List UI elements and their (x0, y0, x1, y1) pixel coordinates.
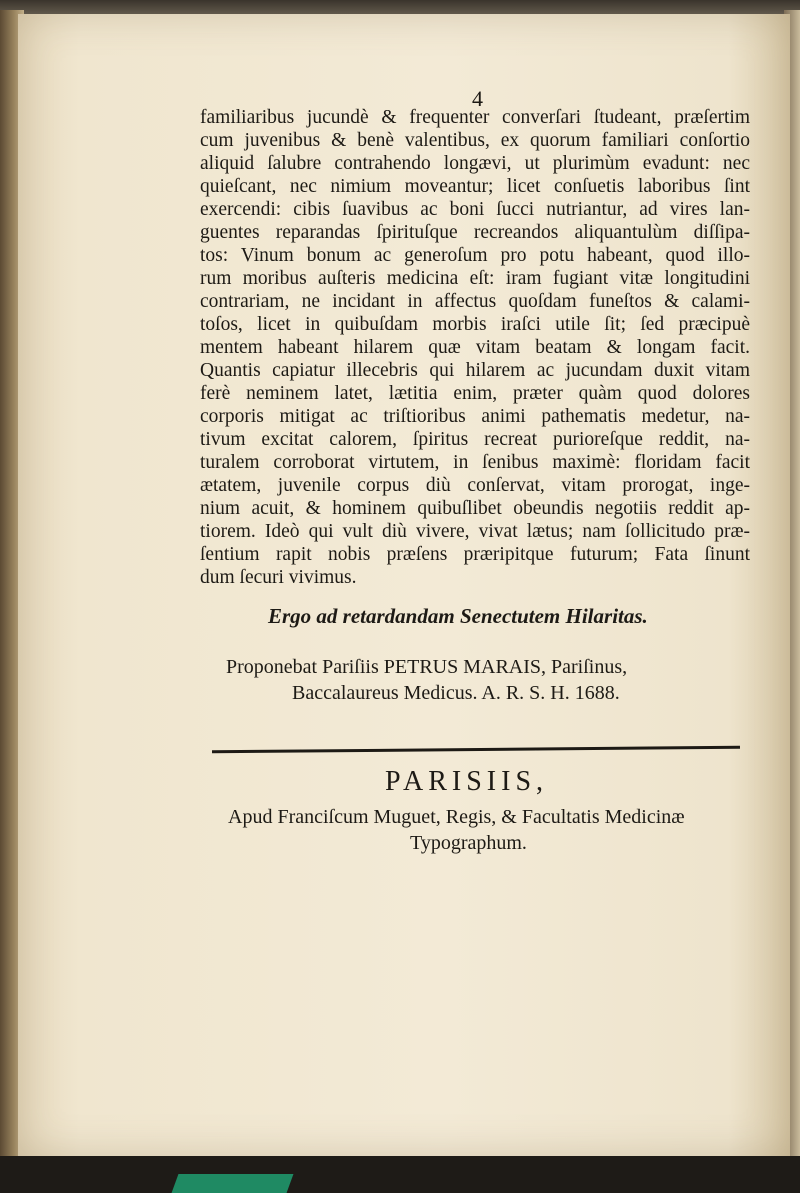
page-number: 4 (472, 86, 483, 111)
text-line: ſentium rapit nobis præſens præripitque futurum; Fata ſinunt (200, 544, 750, 565)
text-line: tiorem. Ideò qui vult diù vivere, vivat lætus; nam ſollicitudo præ- (200, 521, 750, 542)
imprint-line: Typographum. (410, 832, 527, 854)
presenter-line: Proponebat Pariſiis PETRUS MARAIS, Pariſinus, (226, 656, 628, 678)
presenter-line: Baccalaureus Medicus. A. R. S. H. 1688. (292, 682, 620, 704)
text-line: aliquid ſalubre contrahendo longævi, ut plurimùm evadunt: nec (200, 153, 750, 174)
text-line: ætatem, juvenile corpus diù conſervat, vitam prorogat, inge- (200, 475, 750, 496)
imprint-city: PARISIIS, (385, 766, 549, 797)
body-text (200, 106, 750, 589)
presenter-block (226, 654, 746, 706)
text-line: nium acuit, & hominem quibuſlibet obeundis negotiis reddit ap- (200, 498, 750, 519)
text-line: cum juvenibus & benè valentibus, ex quorum familiari conſortio (200, 130, 750, 151)
thesis-statement: Ergo ad retardandam Senectutem Hilaritas. (268, 604, 648, 628)
text-line: familiaribus jucundè & frequenter converſari ſtudeant, præſertim (200, 107, 750, 128)
text-line: Quantis capiatur illecebris qui hilarem ac jucundam duxit vitam (200, 360, 750, 381)
text-line: guentes reparandas ſpirituſque recreandos aliquantulùm diſſipa- (200, 222, 750, 243)
text-line: turalem corroborat virtutem, in ſenibus maximè: floridam facit (200, 452, 750, 473)
imprint-line: Apud Franciſcum Muguet, Regis, & Facultatis Medicinæ (228, 806, 685, 828)
text-line: mentem habeant hilarem quæ vitam beatam & longam facit. (200, 337, 750, 358)
book-binding-bottom (0, 1156, 800, 1193)
bookmark-ribbon (172, 1174, 294, 1193)
text-line: rum moribus auſteris medicina eſt: iram fugiant vitæ longitudini (200, 268, 750, 289)
text-line: exercendi: cibis ſuavibus ac boni ſucci nutriantur, ad vires lan- (200, 199, 750, 220)
text-line: toſos, licet in quibuſdam morbis iraſci utile ſit; ſed præcipuè (200, 314, 750, 335)
text-line: tivum excitat calorem, ſpiritus recreat purioreſque reddit, na- (200, 429, 750, 450)
text-line: contrariam, ne incidant in affectus quoſdam funeſtos & calami- (200, 291, 750, 312)
text-line: quieſcant, nec nimium moveantur; licet conſuetis laboribus ſint (200, 176, 750, 197)
text-line: tos: Vinum bonum ac generoſum pro potu habeant, quod illo- (200, 245, 750, 266)
text-line: corporis mitigat ac triſtioribus animi pathematis medetur, na- (200, 406, 750, 427)
imprint-block (228, 804, 768, 856)
text-line: ferè neminem latet, lætitia enim, præter quàm quod dolores (200, 383, 750, 404)
text-line: dum ſecuri vivimus. (200, 567, 357, 588)
